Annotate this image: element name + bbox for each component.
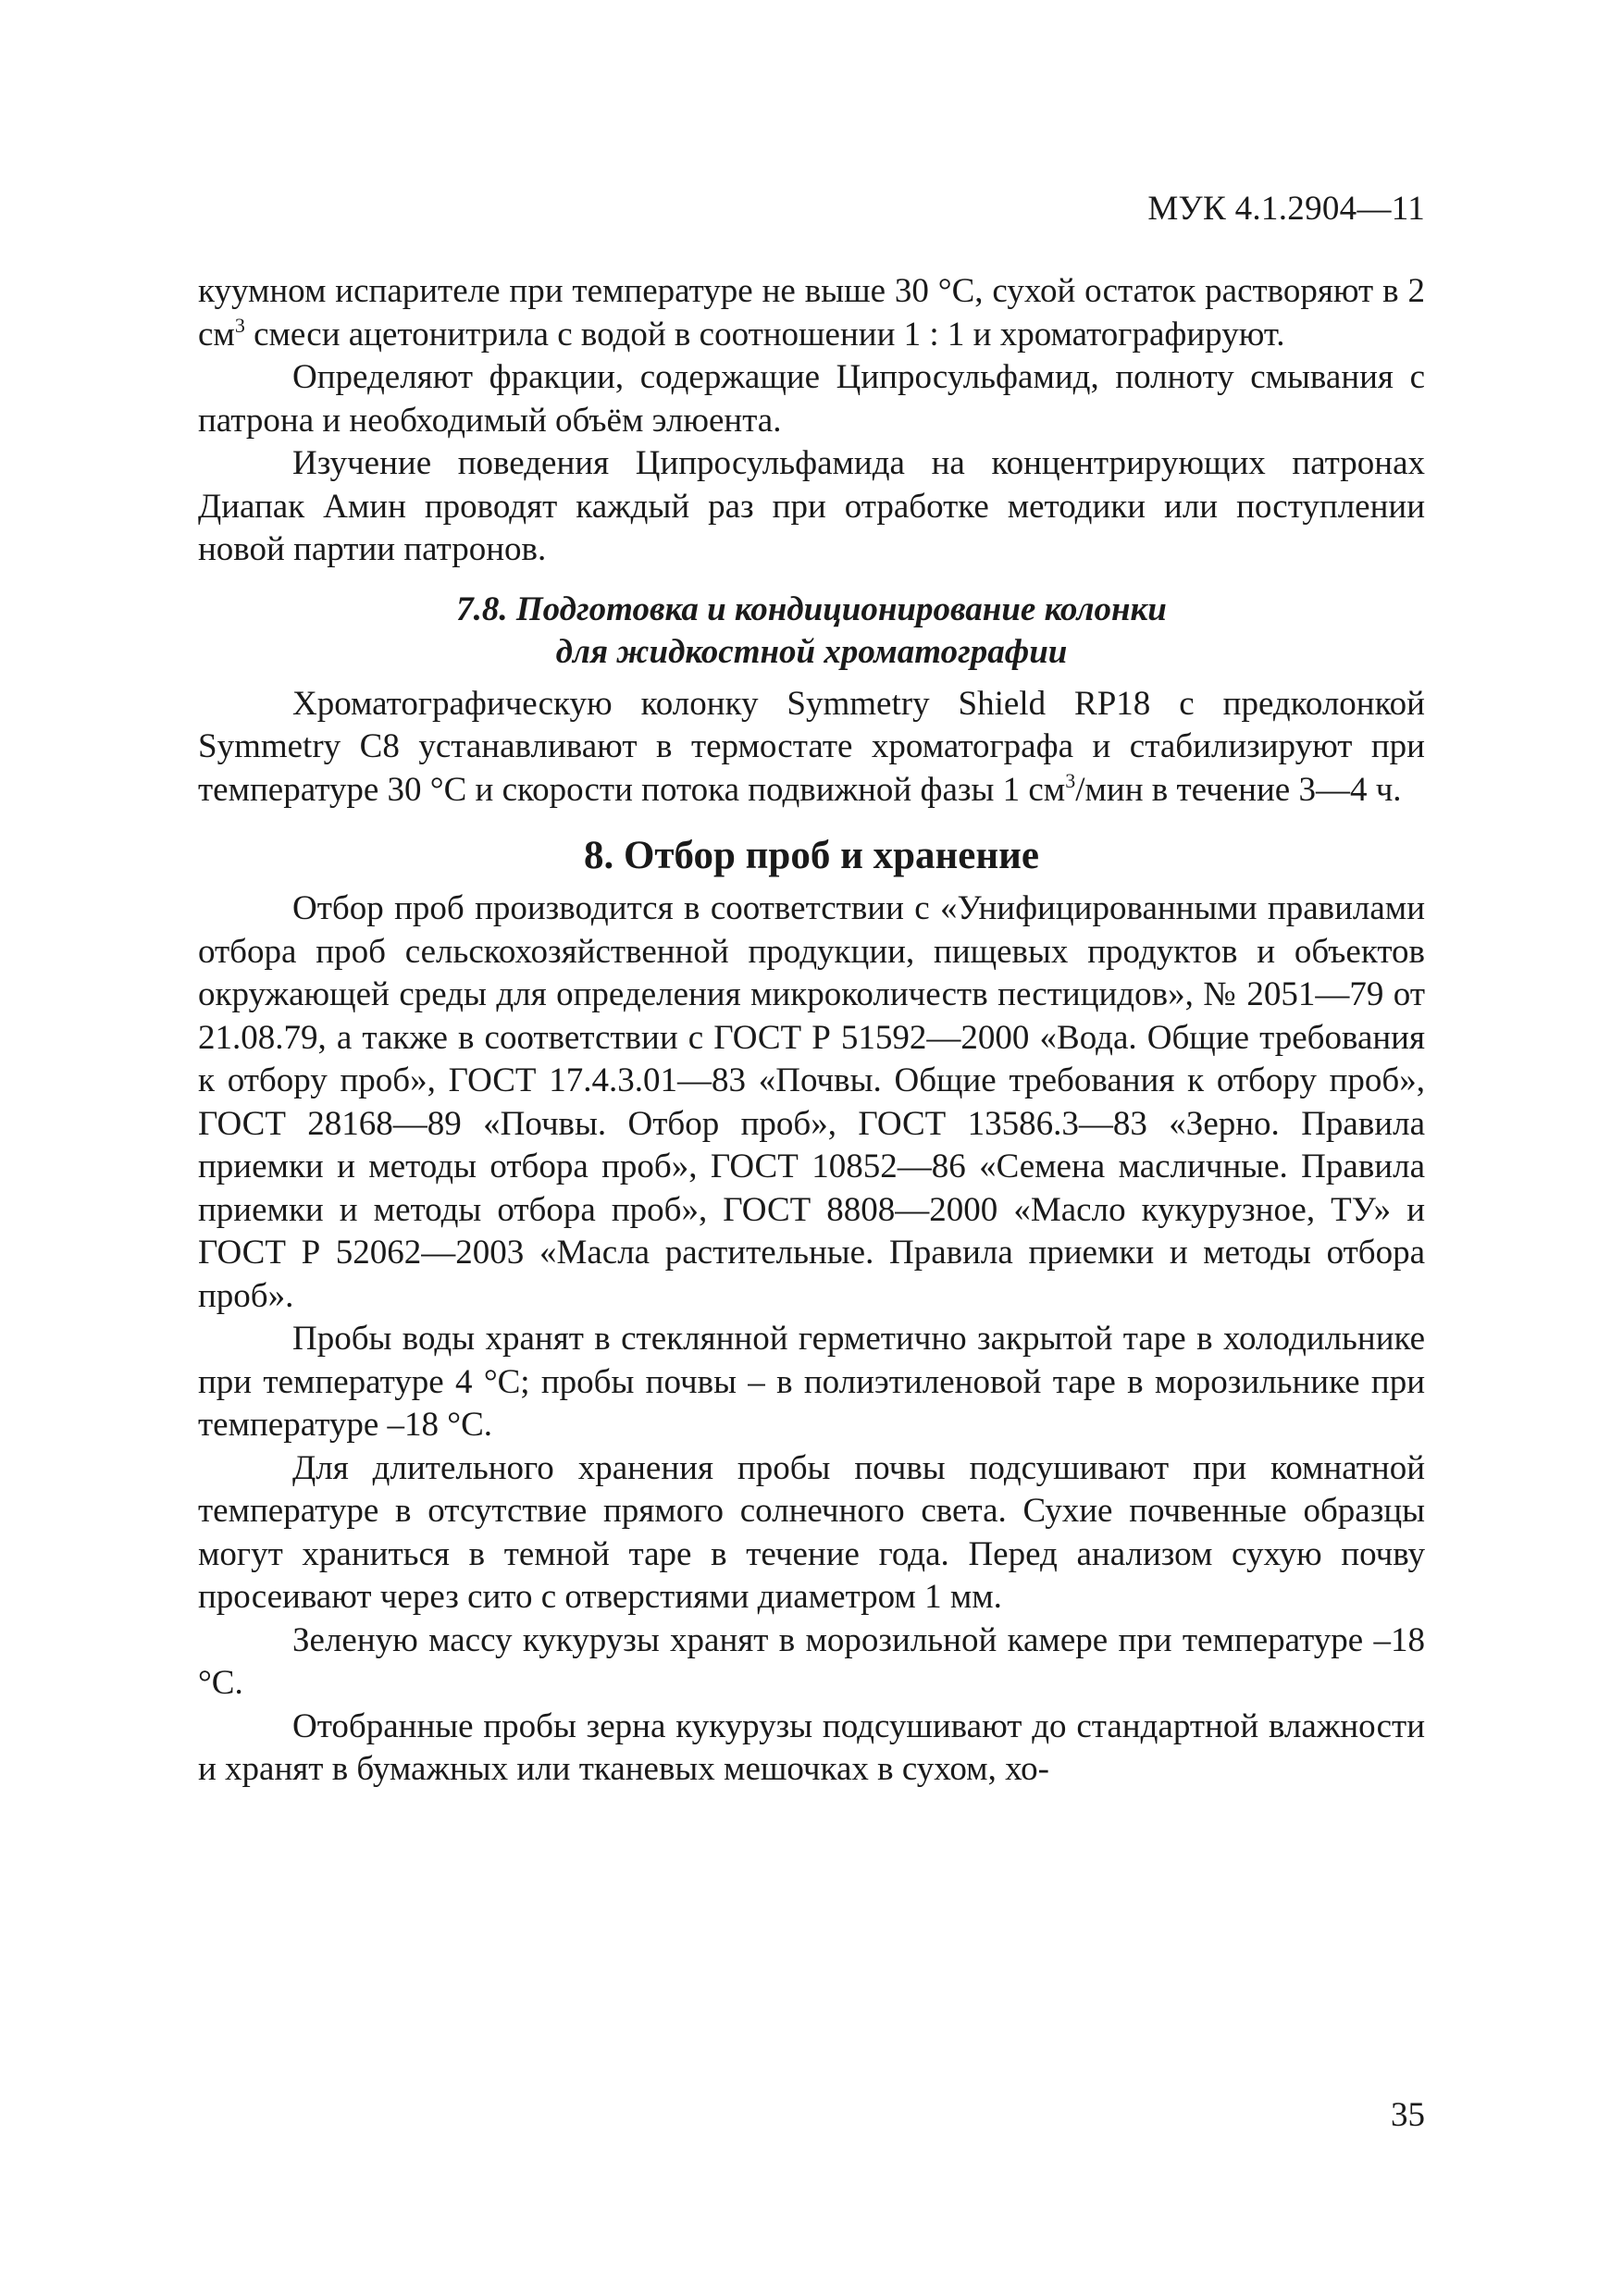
paragraph: [198, 683, 1425, 813]
main-text: [198, 270, 1425, 1792]
superscript: 3: [234, 313, 245, 337]
page-number: 35: [1391, 2096, 1425, 2134]
paragraph-text: Хроматографическую колонку Symmetry Shield RP18 с предколонкой Symmetry C8 устанавливают в термостате хроматографа и стабилизируют при температуре 30 °С и скорости потока подвижной фазы 1 см: [198, 684, 1425, 809]
paragraph-continuation: [198, 270, 1425, 356]
paragraph: Пробы воды хранят в стеклянной герметично закрытой таре в холодильнике при температуре 4 °С; пробы почвы – в полиэтиленовой таре в морозильнике при температуре –18 °С.: [198, 1320, 1425, 1444]
paragraph-text: куумном испарителе при температуре не выше 30 °С, сухой остаток растворяют в 2 см: [198, 272, 1425, 354]
section-subheading: [198, 589, 1425, 674]
paragraph-text: /мин в течение 3—4 ч.: [1075, 770, 1402, 809]
running-header: МУК 4.1.2904—11: [1147, 190, 1425, 228]
paragraph: Определяют фракции, содержащие Ципросульфамид, полноту смывания с патрона и необходимый объём элюента.: [198, 358, 1425, 440]
paragraph: Отбор проб производится в соответствии с «Унифицированными правилами отбора проб сельскохозяйственной продукции, пищевых продуктов и объектов окружающей среды для определения микроколичеств пестицидов», № 2051—79 от 21.08.79, а также в соответствии с ГОСТ Р 51592—2000 «Вода. Общие требования к отбору проб», ГОСТ 17.4.3.01—83 «Почвы. Общие требования к отбору проб», ГОСТ 28168—89 «Почвы. Отбор проб», ГОСТ 13586.3—83 «Зерно. Правила приемки и методы отбора проб», ГОСТ 10852—86 «Семена масличные. Правила приемки и методы отбора проб», ГОСТ 8808—2000 «Масло кукурузное, ТУ» и ГОСТ Р 52062—2003 «Масла растительные. Правила приемки и методы отбора проб».: [198, 889, 1425, 1315]
paragraph: Отобранные пробы зерна кукурузы подсушивают до стандартной влажности и хранят в бумажных или тканевых мешочках в сухом, хо-: [198, 1706, 1425, 1788]
paragraph-text: смеси ацетонитрила с водой в соотношении 1 : 1 и хроматографируют.: [244, 315, 1285, 354]
paragraph: Для длительного хранения пробы почвы подсушивают при комнатной температуре в отсутствие прямого солнечного света. Сухие почвенные образцы могут храниться в темной таре в течение года. Перед анализом сухую почву просеивают через сито с отверстиями диаметром 1 мм.: [198, 1448, 1425, 1616]
section-heading: 8. Отбор проб и хранение: [583, 834, 1040, 877]
subheading-line: для жидкостной хроматографии: [555, 632, 1068, 671]
paragraph: Зеленую массу кукурузы хранят в морозильной камере при температуре –18 °С.: [198, 1620, 1425, 1702]
superscript: 3: [1065, 768, 1076, 792]
paragraph: Изучение поведения Ципросульфамида на концентрирующих патронах Диапак Амин проводят каждый раз при отработке методики или поступлении новой партии патронов.: [198, 444, 1425, 568]
subheading-line: 7.8. Подготовка и кондиционирование колонки: [456, 590, 1167, 628]
